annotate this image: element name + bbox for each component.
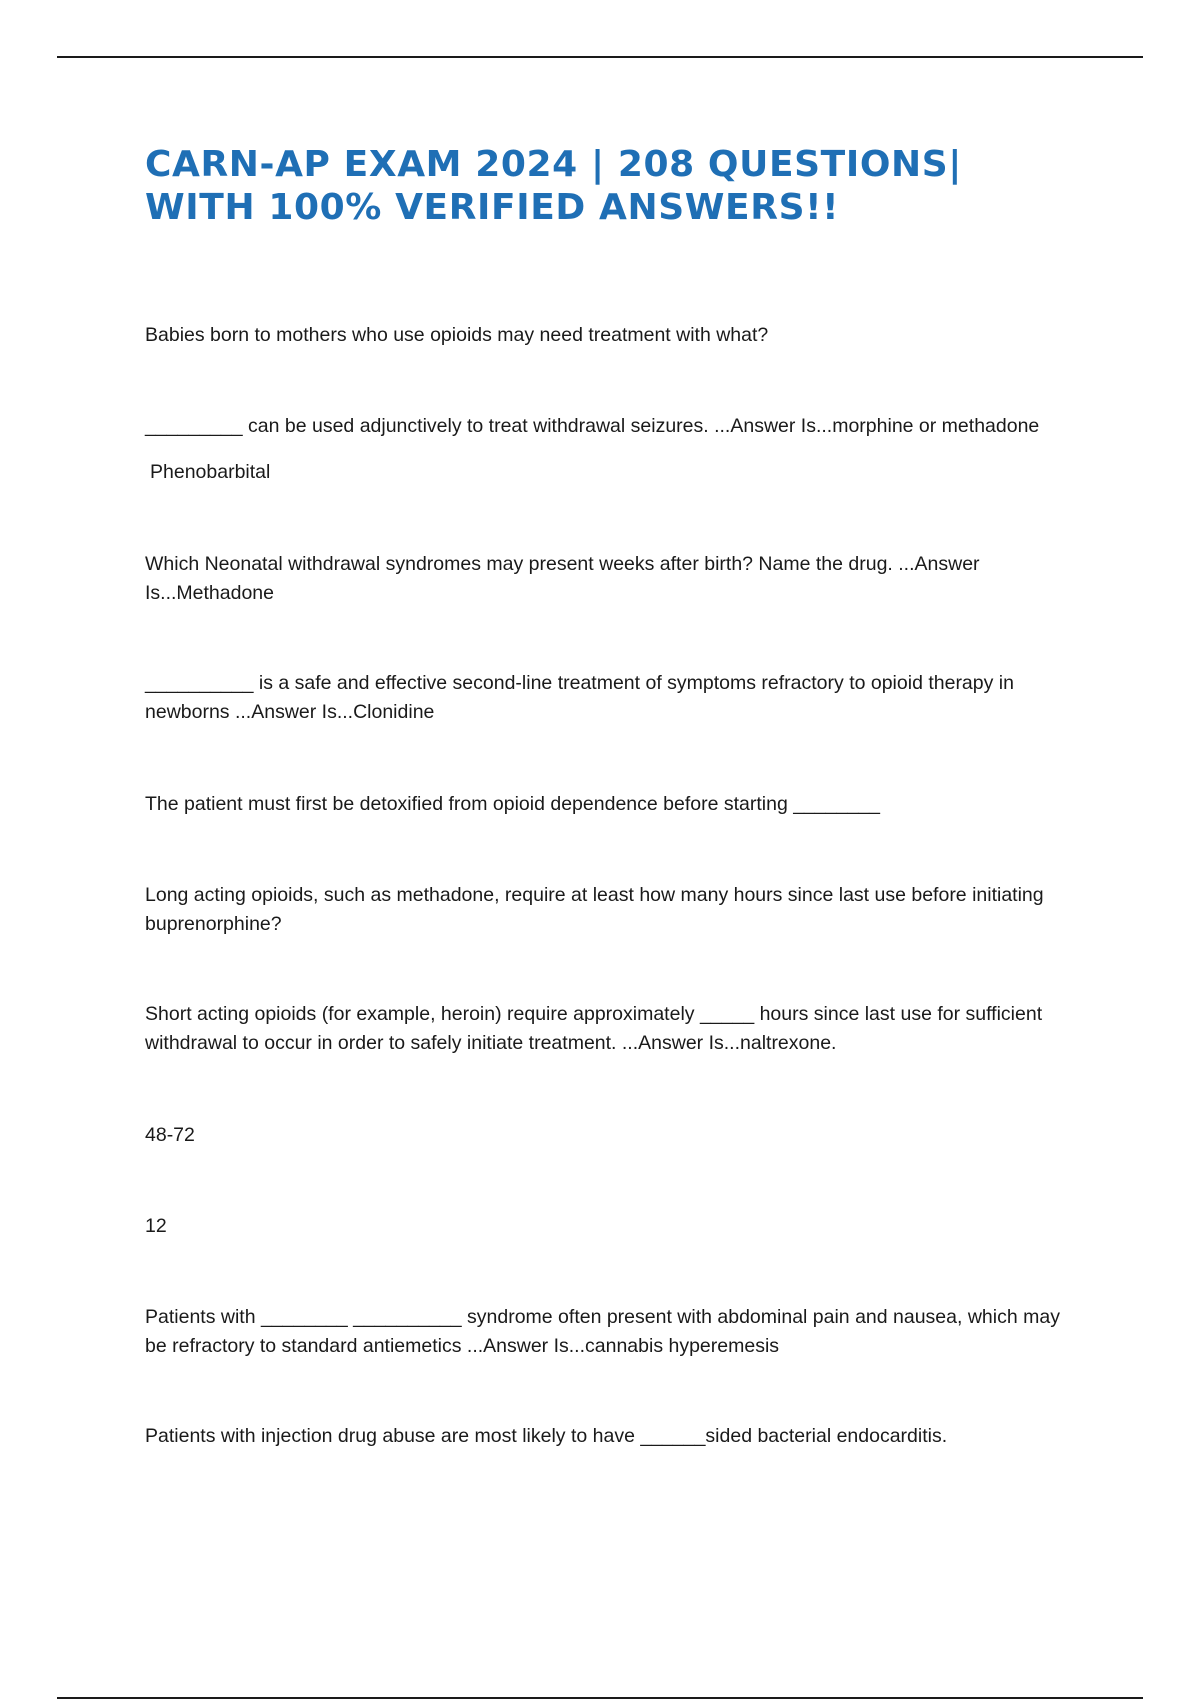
- document-title: [145, 143, 1105, 229]
- paragraph-1: Babies born to mothers who use opioids may need treatment with what?: [145, 324, 769, 346]
- paragraph-12: Patients with injection drug abuse are most likely to have ______sided bacterial endocarditis.: [145, 1425, 948, 1447]
- title-line-1: CARN-AP EXAM 2024 | 208 QUESTIONS|: [145, 144, 963, 185]
- paragraph-5: __________ is a safe and effective second-line treatment of symptoms refractory to opioid therapy in newborns ...Answer Is...Clonidine: [145, 672, 1014, 723]
- paragraph-7: Long acting opioids, such as methadone, require at least how many hours since last use before initiating buprenorphine?: [145, 884, 1044, 935]
- paragraph-2: _________ can be used adjunctively to treat withdrawal seizures. ...Answer Is...morphine or methadone: [145, 415, 1040, 437]
- paragraph-6: The patient must first be detoxified from opioid dependence before starting ________: [145, 793, 880, 815]
- paragraph-9: 48-72: [145, 1124, 195, 1146]
- paragraph-3: Phenobarbital: [150, 461, 271, 483]
- title-line-2: WITH 100% VERIFIED ANSWERS!!: [145, 187, 840, 228]
- paragraph-11: Patients with ________ __________ syndrome often present with abdominal pain and nausea, which may be refractory to standard antiemetics ...Answer Is...cannabis hyperemesis: [145, 1306, 1060, 1357]
- paragraph-10: 12: [145, 1215, 167, 1237]
- bottom-rule: [57, 1697, 1143, 1699]
- top-rule: [57, 56, 1143, 58]
- paragraph-4: Which Neonatal withdrawal syndromes may present weeks after birth? Name the drug. ...Answer Is...Methadone: [145, 553, 980, 604]
- paragraph-8: Short acting opioids (for example, heroin) require approximately _____ hours since last use for sufficient withdrawal to occur in order to safely initiate treatment. ...Answer Is...naltrexone.: [145, 1003, 1043, 1054]
